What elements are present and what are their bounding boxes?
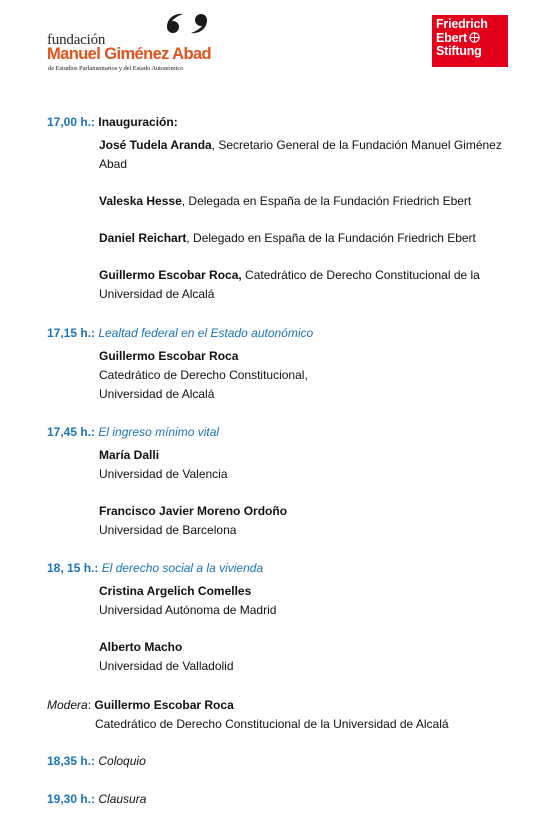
session-time: 19,30 h.: [47,792,96,806]
speaker-entry [99,638,519,676]
speaker-entry [99,266,494,304]
moderator-colon: : [87,698,95,712]
moderator-line [47,698,234,712]
speaker-name: Cristina Argelich Comelles [99,584,252,598]
speaker-name: Alberto Macho [99,640,183,654]
session-heading [47,326,313,340]
speaker-name: Valeska Hesse [99,194,182,208]
session-title: El ingreso mínimo vital [98,425,220,439]
fundacion-gimenez-abad-logo [47,14,227,74]
speaker-entry [99,229,519,248]
logo-name-text: Manuel Giménez Abad [47,45,212,63]
speaker-entry [99,502,519,540]
speaker-name: Francisco Javier Moreno Ordoño [99,504,288,518]
comma-mark-icon [159,12,221,36]
moderator-label: Modera [47,698,88,712]
moderator-affiliation: Catedrático de Derecho Constitucional de la Universidad de Alcalá [95,717,449,731]
speaker-entry [99,136,519,174]
speaker-affiliation: Universidad de Valencia [99,467,228,481]
session-time: 18, 15 h.: [47,561,99,575]
logo-subtitle-text: de Estudios Parlamentarios y del Estado Autonómico [48,65,184,72]
logo-fes-line1: Friedrich [436,17,488,31]
session-time: 17,15 h.: [47,326,96,340]
speaker-affiliation: Universidad de Valladolid [99,659,234,673]
session-time: 17,00 h.: [47,115,96,129]
speaker-name: José Tudela Aranda [99,138,212,152]
session-heading-closing [47,792,146,806]
session-title: Inauguración: [98,115,178,129]
session-title: El derecho social a la vivienda [101,561,264,575]
speaker-name: Guillermo Escobar Roca, [99,268,242,282]
speaker-entry [99,192,519,211]
session-heading [47,425,219,439]
session-title: Clausura [98,792,147,806]
session-heading [47,561,263,575]
moderator-name: Guillermo Escobar Roca [94,698,234,712]
friedrich-ebert-stiftung-logo [432,15,508,67]
session-time: 18,35 h.: [47,754,96,768]
speaker-name: Guillermo Escobar Roca [99,349,239,363]
speaker-affiliation: Catedrático de Derecho Constitucional, [99,368,308,382]
logo-fes-line3: Stiftung [436,44,482,59]
speaker-name: María Dalli [99,448,160,462]
speaker-affiliation: Universidad Autónoma de Madrid [99,603,277,617]
speaker-role: , Delegada en España de la Fundación Friedrich Ebert [181,194,472,208]
session-heading-opening [47,115,178,129]
session-heading-colloquium [47,754,146,768]
speaker-entry [99,582,519,620]
speaker-role: Catedrático de Derecho Constitucional de la Universidad de Alcalá [99,268,480,301]
session-time: 17,45 h.: [47,425,96,439]
globe-icon [469,32,480,43]
speaker-role: , Delegado en España de la Fundación Friedrich Ebert [186,231,476,245]
logo-fes-line2: Ebert [436,30,467,45]
speaker-role: , Secretario General de la Fundación Manuel Giménez Abad [99,138,502,171]
speaker-affiliation: Universidad de Alcalá [99,387,215,401]
session-title: Coloquio [98,754,146,768]
speaker-entry [99,347,519,404]
speaker-entry [99,446,519,484]
logo-fundacion-text: fundación [47,32,106,48]
speaker-affiliation: Universidad de Barcelona [99,523,237,537]
session-title: Lealtad federal en el Estado autonómico [98,326,314,340]
speaker-name: Daniel Reichart [99,231,187,245]
